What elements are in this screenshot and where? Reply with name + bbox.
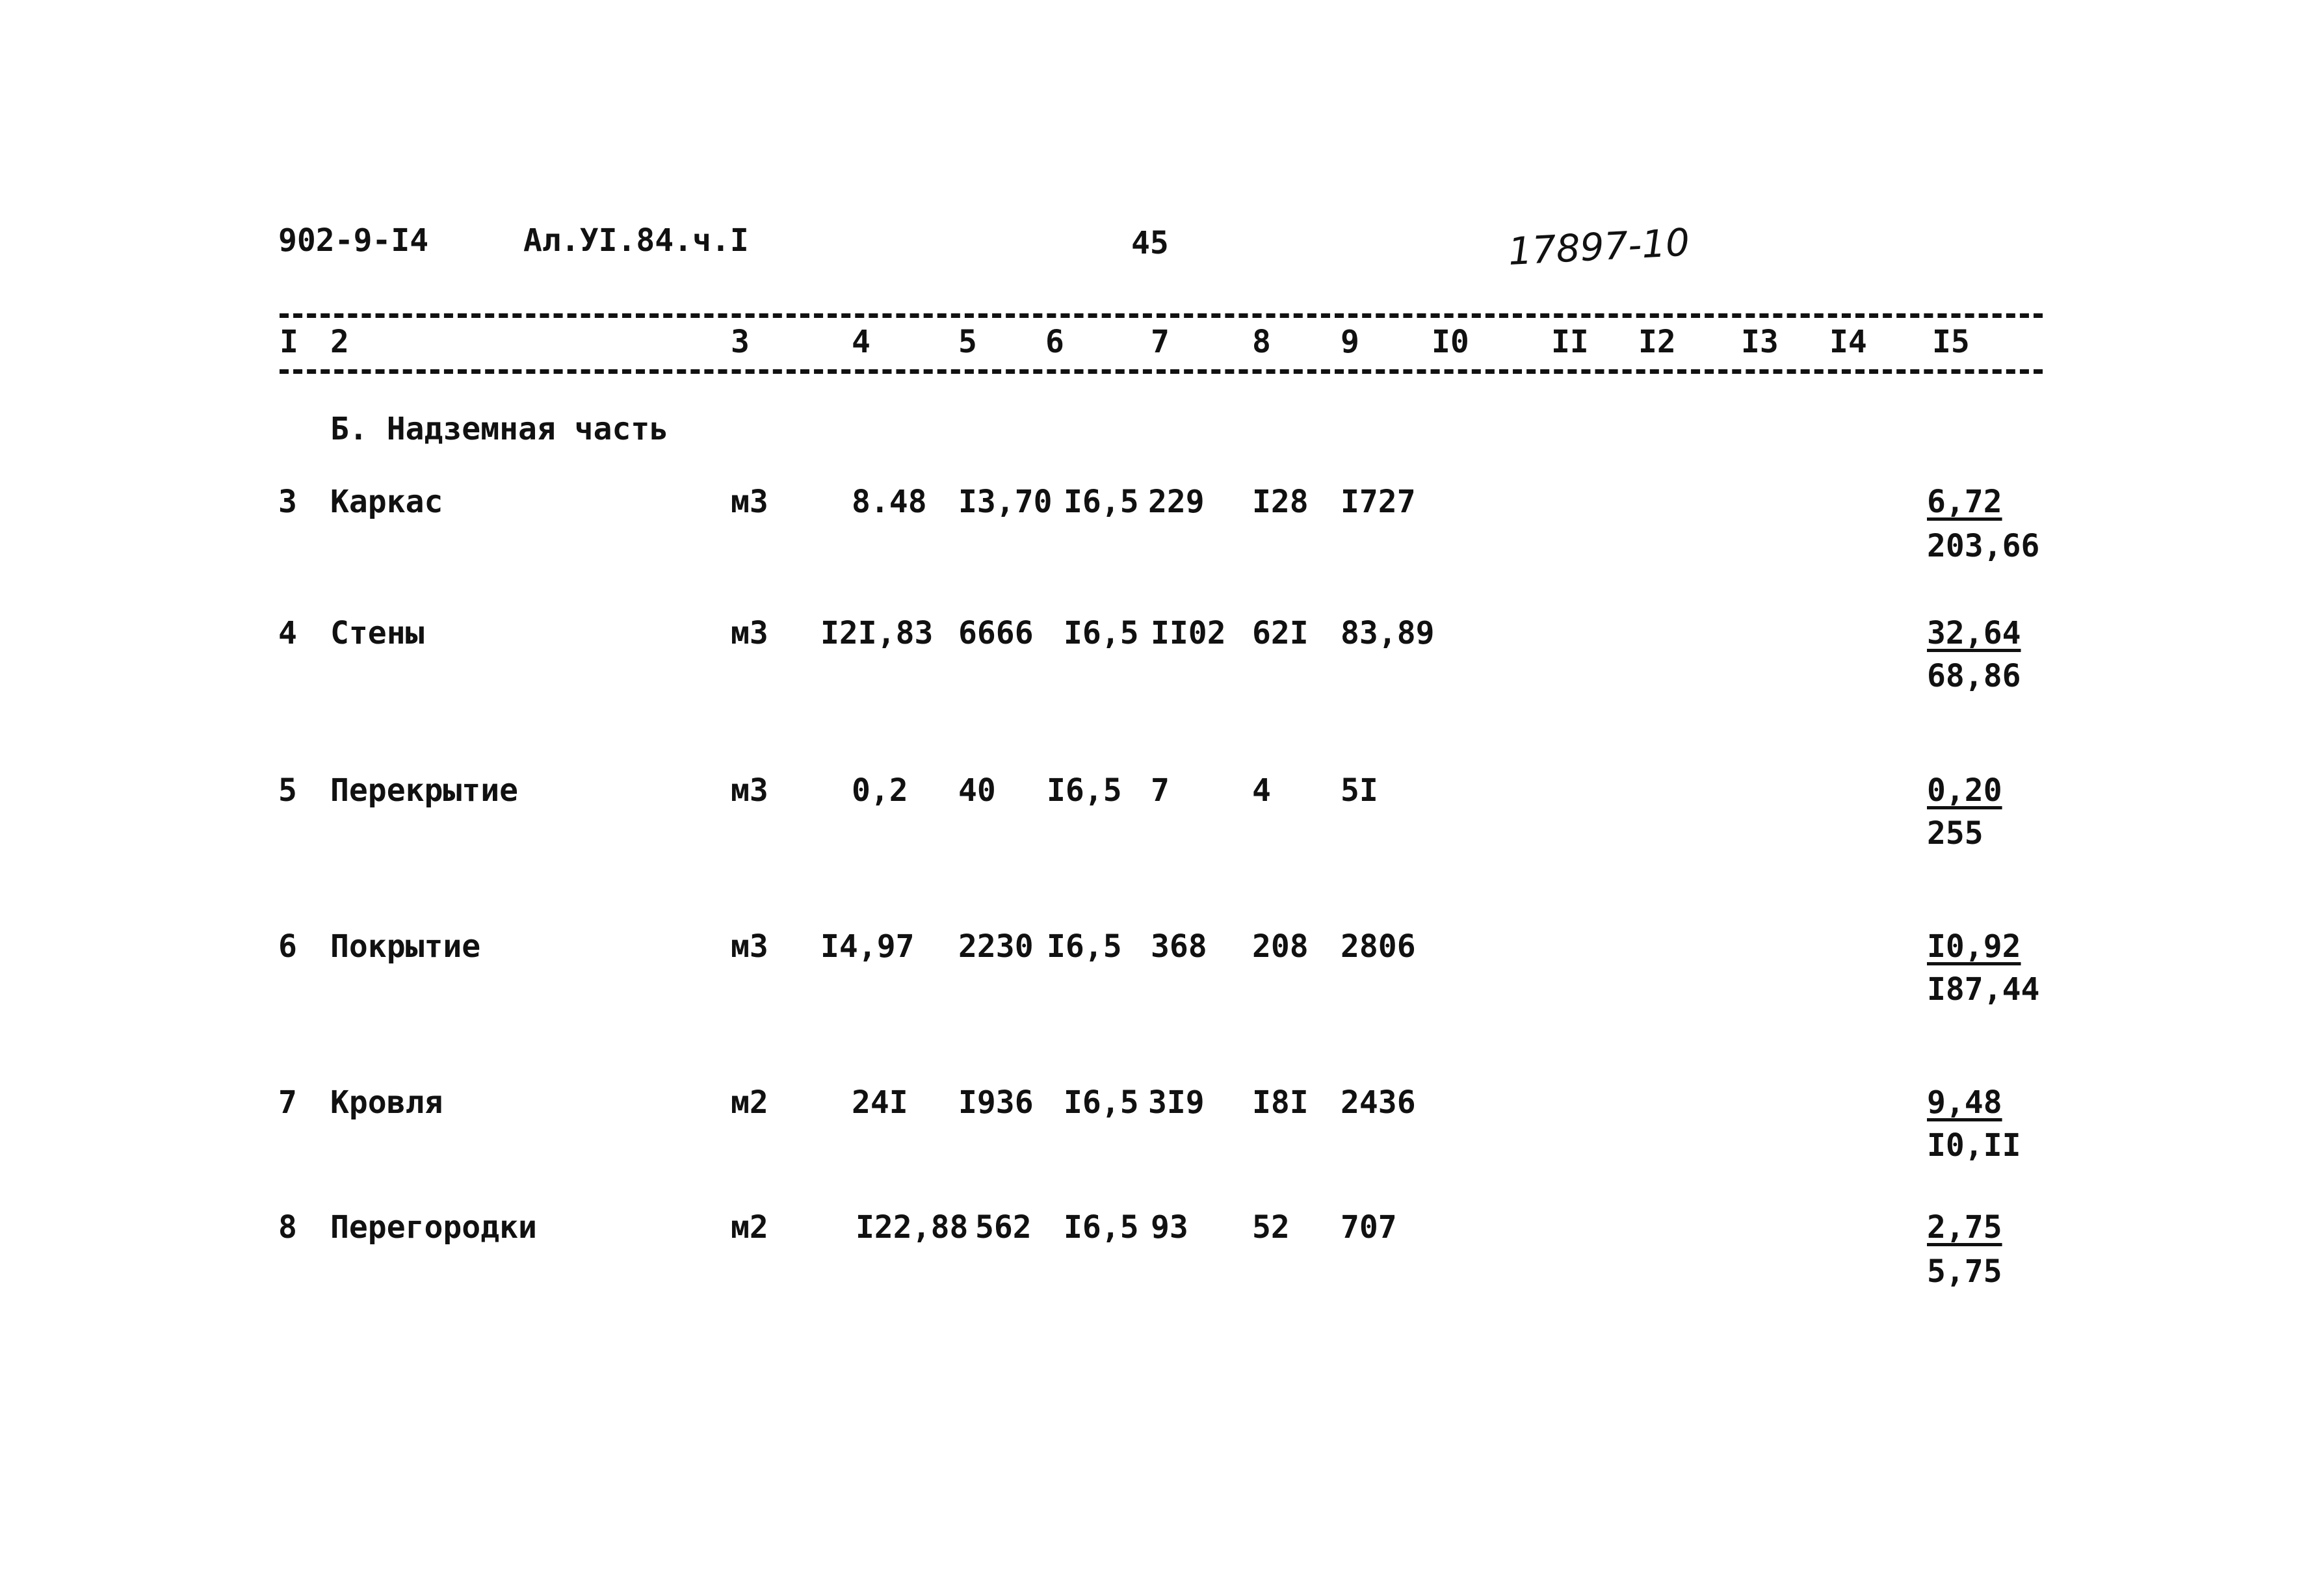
- cell-col6: I6,5: [1047, 928, 1122, 965]
- row-number: 7: [278, 1084, 297, 1121]
- cell-col9: 5I: [1341, 772, 1378, 809]
- cell-col15-numerator: I0,92: [1927, 928, 2021, 965]
- cell-col15-denominator: 68,86: [1927, 658, 2021, 694]
- cell-col15-denominator: 203,66: [1927, 528, 2040, 564]
- column-header-4: 4: [852, 324, 871, 360]
- cell-col4: I2I,83: [820, 615, 934, 651]
- cell-col4: 24I: [852, 1084, 908, 1121]
- cell-col15-denominator: 255: [1927, 815, 1983, 852]
- cell-col5: I3,70: [958, 484, 1053, 520]
- column-header-2: 2: [330, 324, 349, 360]
- archive-number: 17897-10: [1507, 220, 1691, 274]
- column-header-5: 5: [958, 324, 977, 360]
- cell-col6: I6,5: [1047, 772, 1122, 809]
- column-header-10: I0: [1432, 324, 1469, 360]
- cell-col8: I28: [1252, 484, 1309, 520]
- cell-col15-numerator: 0,20: [1927, 772, 2002, 809]
- column-header-11: II: [1551, 324, 1589, 360]
- cell-col6: I6,5: [1064, 1209, 1139, 1246]
- header-top-divider: [280, 313, 2043, 318]
- cell-col8: 4: [1252, 772, 1271, 809]
- cell-col5: 2230: [958, 928, 1034, 965]
- cell-col4: I22,88: [856, 1209, 969, 1246]
- row-unit: м3: [731, 928, 768, 965]
- cell-col8: I8I: [1252, 1084, 1309, 1121]
- cell-col8: 62I: [1252, 615, 1309, 651]
- cell-col15-denominator: 5,75: [1927, 1253, 2002, 1290]
- column-header-8: 8: [1252, 324, 1271, 360]
- row-name: Перекрытие: [330, 772, 518, 809]
- cell-col4: 0,2: [852, 772, 908, 809]
- cell-col9: 2436: [1341, 1084, 1416, 1121]
- cell-col7: 368: [1151, 928, 1207, 965]
- column-header-13: I3: [1741, 324, 1779, 360]
- row-number: 6: [278, 928, 297, 965]
- row-number: 4: [278, 615, 297, 651]
- cell-col5: 40: [958, 772, 996, 809]
- cell-col5: 6666: [958, 615, 1034, 651]
- column-header-6: 6: [1045, 324, 1064, 360]
- column-header-12: I2: [1638, 324, 1676, 360]
- cell-col4: I4,97: [820, 928, 915, 965]
- row-number: 3: [278, 484, 297, 520]
- page-number: 45: [1131, 225, 1169, 261]
- cell-col15-numerator: 2,75: [1927, 1209, 2002, 1246]
- column-header-3: 3: [731, 324, 750, 360]
- cell-col4: 8.48: [852, 484, 927, 520]
- header-bottom-divider: [280, 369, 2043, 374]
- cell-col7: II02: [1151, 615, 1226, 651]
- doc-code: 902-9-I4: [278, 222, 429, 259]
- cell-col15-numerator: 6,72: [1927, 484, 2002, 520]
- cell-col15-numerator: 32,64: [1927, 615, 2021, 651]
- cell-col5: 562: [975, 1209, 1032, 1246]
- column-header-9: 9: [1341, 324, 1359, 360]
- cell-col5: I936: [958, 1084, 1034, 1121]
- column-header-15: I5: [1932, 324, 1970, 360]
- cell-col8: 52: [1252, 1209, 1290, 1246]
- row-number: 8: [278, 1209, 297, 1246]
- cell-col15-denominator: I0,II: [1927, 1127, 2021, 1164]
- cell-col7: 7: [1151, 772, 1170, 809]
- column-header-14: I4: [1829, 324, 1867, 360]
- cell-col7: 3I9: [1148, 1084, 1205, 1121]
- section-title: Б. Надземная часть: [330, 411, 669, 447]
- row-unit: м3: [731, 484, 768, 520]
- row-unit: м2: [731, 1209, 768, 1246]
- row-unit: м2: [731, 1084, 768, 1121]
- cell-col9: 707: [1341, 1209, 1397, 1246]
- row-name: Кровля: [330, 1084, 443, 1121]
- row-name: Перегородки: [330, 1209, 537, 1246]
- row-name: Стены: [330, 615, 425, 651]
- row-unit: м3: [731, 615, 768, 651]
- cell-col6: I6,5: [1064, 1084, 1139, 1121]
- row-name: Каркас: [330, 484, 443, 520]
- album-reference: Ал.УI.84.ч.I: [523, 222, 749, 259]
- cell-col6: I6,5: [1064, 484, 1139, 520]
- cell-col9: I727: [1341, 484, 1416, 520]
- cell-col9: 2806: [1341, 928, 1416, 965]
- cell-col9: 83,89: [1341, 615, 1435, 651]
- cell-col7: 93: [1151, 1209, 1188, 1246]
- cell-col7: 229: [1148, 484, 1205, 520]
- row-number: 5: [278, 772, 297, 809]
- cell-col6: I6,5: [1064, 615, 1139, 651]
- column-header-7: 7: [1151, 324, 1170, 360]
- column-header-1: I: [280, 324, 298, 360]
- row-unit: м3: [731, 772, 768, 809]
- cell-col15-numerator: 9,48: [1927, 1084, 2002, 1121]
- cell-col8: 208: [1252, 928, 1309, 965]
- row-name: Покрытие: [330, 928, 481, 965]
- cell-col15-denominator: I87,44: [1927, 971, 2040, 1008]
